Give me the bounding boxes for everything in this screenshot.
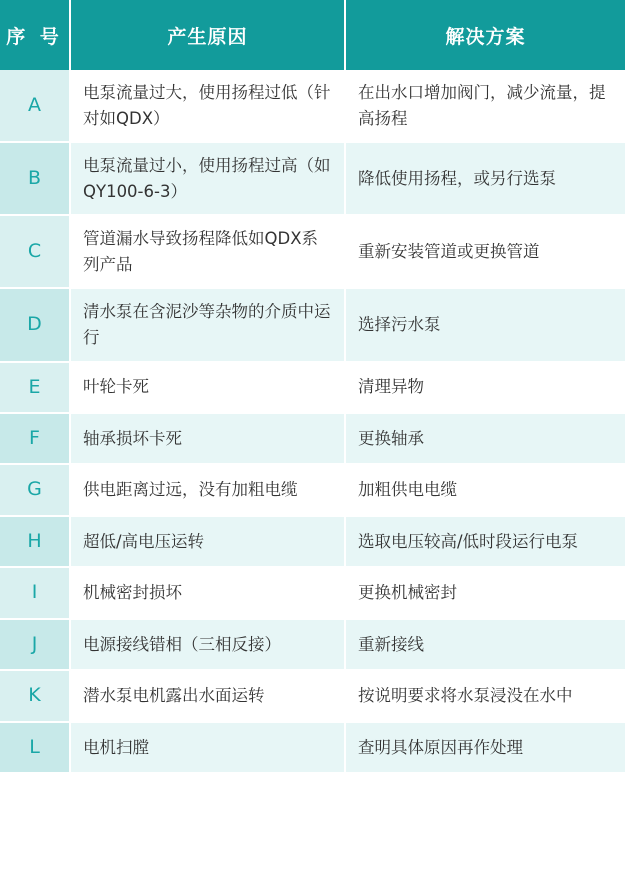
cell-solution: 降低使用扬程，或另行选泵 [345,142,625,215]
column-header-solution: 解决方案 [345,0,625,70]
table-row [0,362,625,413]
table-row [0,215,625,288]
table-row [0,413,625,464]
cell-cause: 轴承损坏卡死 [70,413,345,464]
cell-solution: 选择污水泵 [345,288,625,361]
cell-solution: 加粗供电电缆 [345,464,625,515]
cell-index: E [0,362,70,413]
cell-index: B [0,142,70,215]
cell-solution: 在出水口增加阀门，减少流量，提高扬程 [345,70,625,142]
table-header-row [0,0,625,70]
cell-cause: 管道漏水导致扬程降低如QDX系列产品 [70,215,345,288]
cell-index: F [0,413,70,464]
cell-index: K [0,670,70,721]
cell-index: H [0,516,70,567]
table-row [0,567,625,618]
table-row [0,670,625,721]
cell-index: J [0,619,70,670]
cell-cause: 电泵流量过小，使用扬程过高（如QY100-6-3） [70,142,345,215]
cell-index: A [0,70,70,142]
table-row [0,142,625,215]
cell-cause: 清水泵在含泥沙等杂物的介质中运行 [70,288,345,361]
cell-cause: 叶轮卡死 [70,362,345,413]
cell-index: C [0,215,70,288]
cell-cause: 电泵流量过大，使用扬程过低（针对如QDX） [70,70,345,142]
cell-solution: 选取电压较高/低时段运行电泵 [345,516,625,567]
cell-solution: 更换轴承 [345,413,625,464]
cell-solution: 按说明要求将水泵浸没在水中 [345,670,625,721]
table-row [0,288,625,361]
column-header-index: 序 号 [0,0,70,70]
cell-index: L [0,722,70,773]
cell-cause: 电机扫膛 [70,722,345,773]
cell-cause: 超低/高电压运转 [70,516,345,567]
column-header-cause: 产生原因 [70,0,345,70]
cell-solution: 重新接线 [345,619,625,670]
cell-cause: 潜水泵电机露出水面运转 [70,670,345,721]
cell-solution: 更换机械密封 [345,567,625,618]
cell-index: I [0,567,70,618]
table-row [0,464,625,515]
table-row [0,70,625,142]
cell-index: D [0,288,70,361]
cell-solution: 重新安装管道或更换管道 [345,215,625,288]
table-body [0,70,625,773]
table-header [0,0,625,70]
cell-solution: 查明具体原因再作处理 [345,722,625,773]
cell-cause: 供电距离过远，没有加粗电缆 [70,464,345,515]
cell-index: G [0,464,70,515]
cell-solution: 清理异物 [345,362,625,413]
table-row [0,722,625,773]
table-row [0,516,625,567]
table-row [0,619,625,670]
cell-cause: 机械密封损坏 [70,567,345,618]
cell-cause: 电源接线错相（三相反接） [70,619,345,670]
